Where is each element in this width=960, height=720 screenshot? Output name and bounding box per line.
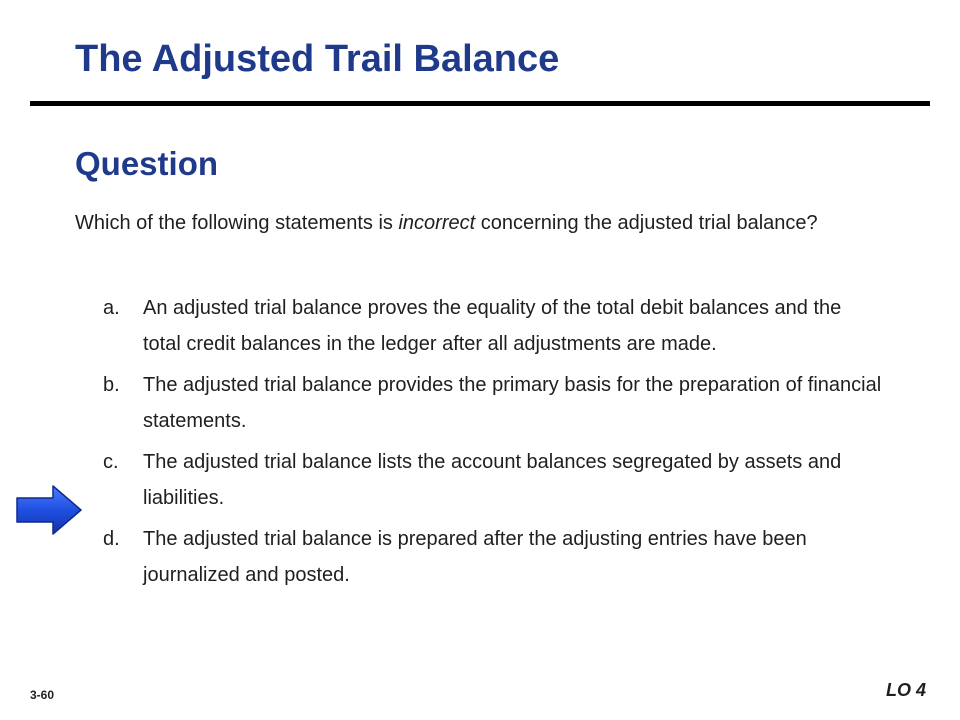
option-text: The adjusted trial balance provides the primary basis for the preparation of financial statements. — [143, 374, 882, 432]
option-a — [103, 290, 883, 362]
question-text-start: Which of the following statements is — [75, 212, 399, 234]
option-c — [103, 444, 883, 516]
slide-title: The Adjusted Trail Balance — [75, 38, 560, 80]
question-text — [75, 206, 875, 241]
option-text: An adjusted trial balance proves the equality of the total debit balances and the total credit balances in the ledger after all adjustments are made. — [143, 297, 842, 355]
slide-number: 3-60 — [30, 688, 55, 702]
question-emphasis: incorrect — [398, 212, 476, 234]
option-letter: b. — [103, 374, 120, 396]
right-arrow-icon — [15, 484, 83, 536]
option-b — [103, 367, 883, 439]
learning-objective-label: LO 4 — [886, 680, 927, 700]
option-text: The adjusted trial balance is prepared after the adjusting entries have been journalized and posted. — [143, 528, 807, 586]
answer-options — [103, 290, 883, 598]
title-divider — [30, 101, 930, 106]
option-text: The adjusted trial balance lists the account balances segregated by assets and liabilities. — [143, 451, 842, 509]
option-letter: c. — [103, 451, 119, 473]
option-letter: d. — [103, 528, 120, 550]
option-letter: a. — [103, 297, 120, 319]
option-d — [103, 521, 883, 593]
section-heading: Question — [75, 145, 219, 182]
question-text-end: concerning the adjusted trial balance? — [475, 212, 818, 234]
